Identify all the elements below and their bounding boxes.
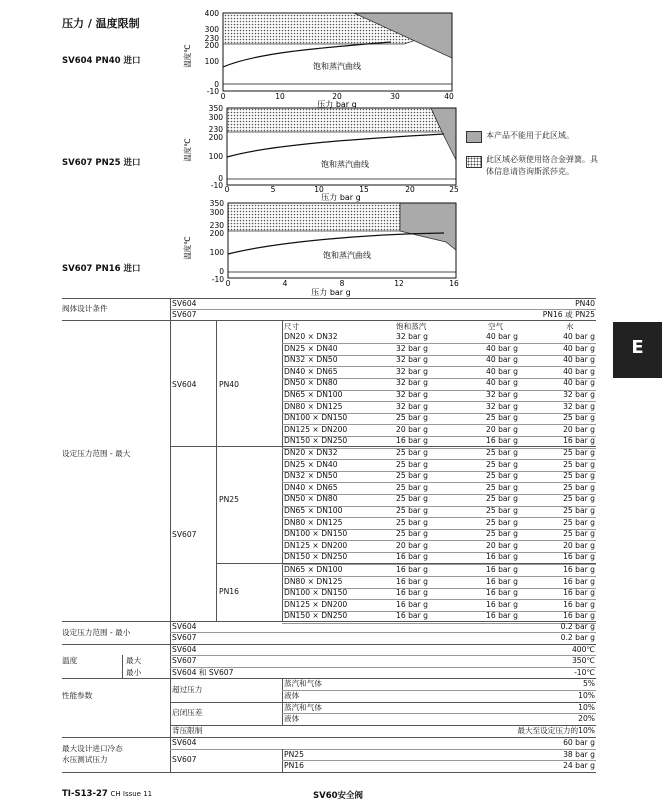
- air-cell: 25 bar g: [486, 471, 518, 481]
- design-sv604-label: SV604: [172, 299, 197, 308]
- max-range-label: 设定压力范围 - 最大: [62, 449, 131, 458]
- temp-both-label: SV604 和 SV607: [172, 668, 234, 677]
- size-cell: DN65 × DN100: [284, 390, 343, 399]
- chart-3-ytick: 100: [209, 248, 224, 257]
- hydro-label-line2: 水压测试压力: [62, 755, 108, 764]
- air-cell: 40 bar g: [486, 332, 518, 341]
- size-cell: DN20 × DN32: [284, 448, 338, 457]
- air-cell: 16 bar g: [486, 588, 518, 598]
- chart-2-xtick: 15: [359, 185, 369, 194]
- chart-3-xtick: 16: [449, 279, 459, 288]
- size-cell: DN40 × DN65: [284, 366, 338, 376]
- steam-cell: 16 bar g: [396, 611, 428, 621]
- water-cell: 40 bar g: [563, 366, 595, 376]
- chart-1-xtick: 40: [444, 92, 454, 101]
- hydro-pn16-label: PN16: [284, 761, 304, 770]
- size-cell: DN20 × DN32: [284, 332, 338, 341]
- chart-3-ytick: 230: [209, 221, 224, 230]
- chart-1-ytick: 400: [204, 9, 219, 18]
- steam-cell: 25 bar g: [396, 448, 428, 457]
- water-cell: 25 bar g: [563, 482, 595, 492]
- footer-title: SV60安全阀: [313, 791, 364, 801]
- steam-cell: 32 bar g: [396, 332, 428, 341]
- chart-3-model-label: SV607 PN16 进口: [62, 264, 141, 274]
- water-cell: 40 bar g: [563, 332, 595, 341]
- size-cell: DN100 × DN150: [284, 529, 348, 539]
- bd-liquid-value: 20%: [578, 714, 595, 723]
- steam-cell: 25 bar g: [396, 459, 428, 469]
- footer-issue: CH Issue 11: [110, 790, 153, 798]
- size-cell: DN25 × DN40: [284, 343, 338, 353]
- chart-3-ytick: 300: [209, 208, 224, 217]
- chart-3-curve-label: 饱和蒸汽曲线: [323, 251, 371, 260]
- steam-cell: 25 bar g: [396, 517, 428, 527]
- air-cell: 20 bar g: [486, 540, 518, 550]
- chart-2-xtick: 5: [270, 185, 276, 194]
- steam-cell: 32 bar g: [396, 366, 428, 376]
- temp-sv607-label: SV607: [172, 656, 197, 665]
- size-cell: DN125 × DN200: [284, 424, 348, 434]
- temp-sv607-value: 350℃: [571, 656, 595, 665]
- water-cell: 40 bar g: [563, 378, 595, 388]
- size-cell: DN150 × DN250: [284, 611, 348, 621]
- air-cell: 16 bar g: [486, 565, 518, 574]
- steam-cell: 16 bar g: [396, 599, 428, 609]
- air-cell: 32 bar g: [486, 390, 518, 399]
- chart-3-xtick: 4: [282, 279, 288, 288]
- min-sv604-value: 0.2 bar g: [560, 622, 595, 631]
- chart-2-curve-label: 饱和蒸汽曲线: [321, 160, 369, 169]
- size-cell: DN150 × DN250: [284, 436, 348, 446]
- air-cell: 16 bar g: [486, 611, 518, 621]
- water-cell: 25 bar g: [563, 529, 595, 539]
- size-cell: DN50 × DN80: [284, 494, 338, 504]
- size-cell: DN25 × DN40: [284, 459, 338, 469]
- header-air: 空气: [488, 322, 504, 331]
- water-cell: 25 bar g: [563, 494, 595, 504]
- chart-2-xlabel: 压力 bar g: [321, 193, 361, 202]
- chart-1-xtick: 10: [275, 92, 285, 101]
- chart-1: [176, 8, 466, 108]
- design-sv607-label: SV607: [172, 310, 197, 319]
- water-cell: 20 bar g: [563, 424, 595, 434]
- chart-1-ytick: 200: [204, 41, 219, 50]
- air-cell: 25 bar g: [486, 494, 518, 504]
- performance-label: 性能参数: [62, 691, 93, 700]
- size-cell: DN100 × DN150: [284, 413, 348, 423]
- air-cell: 40 bar g: [486, 355, 518, 365]
- backpressure-value: 最大至设定压力的10%: [517, 726, 595, 735]
- chart-2-ytick: 350: [208, 104, 223, 113]
- water-cell: 25 bar g: [563, 471, 595, 481]
- hydro-pn25-label: PN25: [284, 750, 304, 759]
- bd-steam-value: 10%: [578, 703, 595, 712]
- chart-3-chrome-spring-region: [228, 203, 400, 231]
- size-cell: DN100 × DN150: [284, 588, 348, 598]
- design-conditions-label: 阀体设计条件: [62, 304, 108, 313]
- water-cell: 16 bar g: [563, 576, 595, 586]
- steam-cell: 32 bar g: [396, 390, 428, 399]
- steam-cell: 16 bar g: [396, 436, 428, 446]
- temp-max-label: 最大: [126, 656, 142, 665]
- chart-2-model-label: SV607 PN25 进口: [62, 158, 141, 168]
- section-tab-e: E: [613, 322, 662, 378]
- footer-doc: [62, 789, 152, 799]
- chart-2-chrome-spring-region: [227, 108, 442, 132]
- temp-label: 温度: [62, 656, 78, 665]
- design-sv604-value: PN40: [575, 299, 595, 308]
- temp-min-label: 最小: [126, 668, 142, 677]
- chart-2-ytick: 200: [208, 133, 223, 142]
- steam-cell: 20 bar g: [396, 540, 428, 550]
- chart-1-xtick: 0: [220, 92, 226, 101]
- legend-grey-swatch: [466, 131, 482, 143]
- chart-2-ytick: 300: [208, 113, 223, 122]
- legend-dotted-text: 此区域必须使用铬合金弹簧。具体信息请咨询斯派莎克。: [486, 155, 598, 176]
- chart-2-ytick: 230: [208, 125, 223, 134]
- chart-3-ytick: 0: [219, 267, 224, 276]
- ranges-sv607-label: SV607: [172, 530, 197, 539]
- hydro-sv604-label: SV604: [172, 738, 197, 747]
- steam-cell: 25 bar g: [396, 529, 428, 539]
- air-cell: 40 bar g: [486, 378, 518, 388]
- air-cell: 40 bar g: [486, 366, 518, 376]
- op-liquid-value: 10%: [578, 691, 595, 700]
- chart-3-xtick: 8: [339, 279, 345, 288]
- size-cell: DN32 × DN50: [284, 471, 338, 481]
- hydro-sv604-value: 60 bar g: [563, 738, 595, 747]
- steam-cell: 32 bar g: [396, 343, 428, 353]
- water-cell: 16 bar g: [563, 436, 595, 446]
- min-sv607-label: SV607: [172, 633, 197, 642]
- air-cell: 16 bar g: [486, 599, 518, 609]
- size-cell: DN125 × DN200: [284, 599, 348, 609]
- air-cell: 25 bar g: [486, 529, 518, 539]
- chart-3-ytick: 200: [209, 229, 224, 238]
- min-sv604-label: SV604: [172, 622, 197, 631]
- water-cell: 16 bar g: [563, 599, 595, 609]
- chart-2-xtick: 25: [449, 185, 459, 194]
- size-cell: DN32 × DN50: [284, 355, 338, 365]
- chart-2-xtick: 20: [405, 185, 415, 194]
- chart-1-xtick: 30: [390, 92, 400, 101]
- chart-1-xlabel: 压力 bar g: [317, 100, 357, 108]
- overpressure-label: 超过压力: [172, 685, 203, 694]
- header-steam: 饱和蒸汽: [396, 322, 427, 331]
- hydro-label-line1: 最大设计进口冷态: [62, 744, 123, 753]
- size-cell: DN80 × DN125: [284, 517, 343, 527]
- chart-1-xtick: 20: [332, 92, 342, 101]
- water-cell: 25 bar g: [563, 459, 595, 469]
- header-water: 水: [566, 322, 574, 331]
- air-cell: 25 bar g: [486, 413, 518, 423]
- chart-1-ytick: 0: [214, 80, 219, 89]
- design-sv607-value: PN16 或 PN25: [542, 310, 595, 319]
- ranges-pn25-label: PN25: [219, 495, 239, 504]
- op-liquid-label: 液体: [284, 691, 300, 700]
- air-cell: 25 bar g: [486, 482, 518, 492]
- chart-1-ytick: 100: [204, 57, 219, 66]
- chart-1-ytick: 300: [204, 25, 219, 34]
- steam-cell: 25 bar g: [396, 413, 428, 423]
- chart-3-xtick: 12: [394, 279, 404, 288]
- water-cell: 16 bar g: [563, 552, 595, 562]
- water-cell: 16 bar g: [563, 588, 595, 598]
- bd-steam-label: 蒸汽和气体: [284, 703, 322, 712]
- water-cell: 32 bar g: [563, 401, 595, 411]
- size-cell: DN150 × DN250: [284, 552, 348, 562]
- water-cell: 25 bar g: [563, 517, 595, 527]
- water-cell: 40 bar g: [563, 355, 595, 365]
- air-cell: 16 bar g: [486, 552, 518, 562]
- water-cell: 16 bar g: [563, 565, 595, 574]
- min-range-label: 设定压力范围 - 最小: [62, 628, 131, 637]
- bd-liquid-label: 液体: [284, 714, 300, 723]
- footer-doc-number: TI-S13-27: [62, 789, 108, 799]
- chart-1-ylabel: 温度℃: [183, 44, 192, 68]
- ranges-pn40-label: PN40: [219, 380, 239, 389]
- air-cell: 25 bar g: [486, 517, 518, 527]
- op-steam-label: 蒸汽和气体: [284, 679, 322, 688]
- air-cell: 25 bar g: [486, 448, 518, 457]
- steam-cell: 16 bar g: [396, 576, 428, 586]
- ranges-pn16-label: PN16: [219, 587, 239, 596]
- chart-3: [176, 198, 466, 298]
- blowdown-label: 启闭压差: [172, 708, 203, 717]
- temp-both-value: -10℃: [574, 668, 595, 677]
- chart-3-xtick: 0: [225, 279, 231, 288]
- air-cell: 16 bar g: [486, 576, 518, 586]
- air-cell: 25 bar g: [486, 506, 518, 515]
- size-cell: DN50 × DN80: [284, 378, 338, 388]
- chart-2-xtick: 10: [314, 185, 324, 194]
- backpressure-label: 背压限制: [172, 726, 203, 735]
- legend-dotted-swatch: [466, 156, 482, 168]
- chart-1-curve-label: 饱和蒸汽曲线: [313, 62, 361, 71]
- chart-3-ytick: 350: [209, 199, 224, 208]
- water-cell: 40 bar g: [563, 343, 595, 353]
- steam-cell: 25 bar g: [396, 482, 428, 492]
- size-cell: DN80 × DN125: [284, 401, 343, 411]
- steam-cell: 25 bar g: [396, 471, 428, 481]
- chart-3-xlabel: 压力 bar g: [311, 288, 351, 297]
- size-cell: DN65 × DN100: [284, 506, 343, 515]
- air-cell: 40 bar g: [486, 343, 518, 353]
- chart-2-ytick: 100: [208, 152, 223, 161]
- hydro-pn25-value: 38 bar g: [563, 750, 595, 759]
- chart-1-model-label: SV604 PN40 进口: [62, 56, 141, 66]
- chart-2-ytick: -10: [210, 181, 223, 190]
- air-cell: 20 bar g: [486, 424, 518, 434]
- size-cell: DN40 × DN65: [284, 482, 338, 492]
- hydro-pn16-value: 24 bar g: [563, 761, 595, 770]
- steam-cell: 25 bar g: [396, 506, 428, 515]
- ranges-sv604-label: SV604: [172, 380, 197, 389]
- size-cell: DN125 × DN200: [284, 540, 348, 550]
- temp-sv604-value: 400℃: [571, 645, 595, 654]
- air-cell: 32 bar g: [486, 401, 518, 411]
- steam-cell: 20 bar g: [396, 424, 428, 434]
- chart-2-xtick: 0: [224, 185, 230, 194]
- steam-cell: 16 bar g: [396, 588, 428, 598]
- chart-2: [176, 102, 466, 202]
- chart-3-ytick: -10: [211, 275, 224, 284]
- air-cell: 25 bar g: [486, 459, 518, 469]
- steam-cell: 32 bar g: [396, 355, 428, 365]
- temp-sv604-label: SV604: [172, 645, 197, 654]
- chart-2-ylabel: 温度℃: [183, 138, 192, 162]
- chart-1-ytick: 230: [204, 34, 219, 43]
- water-cell: 25 bar g: [563, 413, 595, 423]
- chart-2-saturated-steam-curve: [227, 134, 444, 157]
- hydro-sv607-label: SV607: [172, 755, 197, 764]
- water-cell: 20 bar g: [563, 540, 595, 550]
- chart-3-not-usable-region: [400, 203, 456, 250]
- legend-grey-text: 本产品不能用于此区域。: [486, 131, 574, 140]
- steam-cell: 32 bar g: [396, 401, 428, 411]
- op-steam-value: 5%: [582, 679, 595, 688]
- section-title: 压力 / 温度限制: [62, 17, 140, 30]
- min-sv607-value: 0.2 bar g: [560, 633, 595, 642]
- water-cell: 25 bar g: [563, 506, 595, 515]
- steam-cell: 25 bar g: [396, 494, 428, 504]
- steam-cell: 16 bar g: [396, 565, 428, 574]
- air-cell: 16 bar g: [486, 436, 518, 446]
- water-cell: 16 bar g: [563, 611, 595, 621]
- steam-cell: 32 bar g: [396, 378, 428, 388]
- water-cell: 25 bar g: [563, 448, 595, 457]
- water-cell: 32 bar g: [563, 390, 595, 399]
- chart-2-ytick: 0: [218, 174, 223, 183]
- size-cell: DN65 × DN100: [284, 565, 343, 574]
- chart-1-ytick: -10: [206, 87, 219, 96]
- header-size: 尺寸: [284, 322, 300, 331]
- chart-3-ylabel: 温度℃: [183, 236, 192, 260]
- steam-cell: 16 bar g: [396, 552, 428, 562]
- size-cell: DN80 × DN125: [284, 576, 343, 586]
